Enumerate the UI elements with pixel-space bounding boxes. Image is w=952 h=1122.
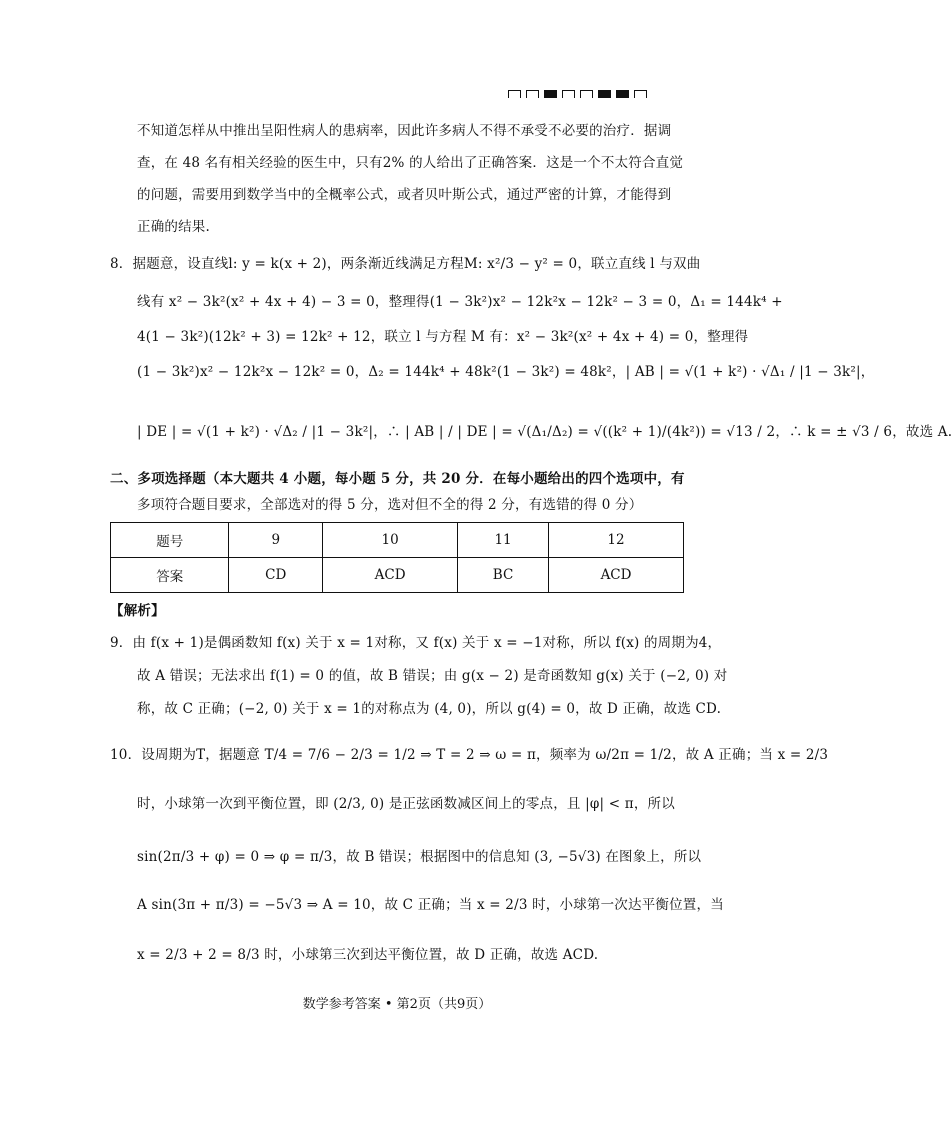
table-cell: 答案 [111,558,229,593]
q10-line-5: x = 2/3 + 2 = 8/3 时，小球第三次到达平衡位置，故 D 正确，故选 ACD. [137,947,599,963]
table-row [111,523,684,558]
analysis-label: 【解析】 [110,603,165,619]
header-mark-open [634,90,647,98]
q10-line-4: A sin(3π + π/3) = −5√3 ⇒ A = 10，故 C 正确；当 x = 2/3 时，小球第一次达平衡位置，当 [137,897,724,913]
header-mark-open [580,90,593,98]
q10-line-3: sin(2π/3 + φ) = 0 ⇒ φ = π/3，故 B 错误；根据图中的信息知 (3, −5√3) 在图象上，所以 [137,849,702,865]
answer-table [110,522,684,593]
table-cell: 10 [323,523,458,558]
section2-heading: 二、多项选择题（本大题共 4 小题，每小题 5 分，共 20 分．在每小题给出的四个选项中，有 [110,471,685,487]
p7-line-4: 正确的结果. [137,219,210,235]
table-cell: 12 [549,523,684,558]
q8-line-4: (1 − 3k²)x² − 12k²x − 12k² = 0，Δ₂ = 144k⁴ + 48k²(1 − 3k²) = 48k²，| AB | = √(1 + k²) · √Δ₁ / |1 − 3k²|， [137,364,875,380]
q9-line-1: 9．由 f(x + 1)是偶函数知 f(x) 关于 x = 1对称，又 f(x) 关于 x = −1对称，所以 f(x) 的周期为4， [110,635,722,651]
q9-line-2: 故 A 错误；无法求出 f(1) = 0 的值，故 B 错误；由 g(x − 2) 是奇函数知 g(x) 关于 (−2, 0) 对 [137,668,728,684]
q8-line-3: 4(1 − 3k²)(12k² + 3) = 12k² + 12，联立 l 与方程 M 有：x² − 3k²(x² + 4x + 4) = 0，整理得 [137,329,749,345]
p7-line-3: 的问题，需要用到数学当中的全概率公式，或者贝叶斯公式，通过严密的计算，才能得到 [137,187,672,203]
q10-line-1: 10．设周期为T，据题意 T/4 = 7/6 − 2/3 = 1/2 ⇒ T = 2 ⇒ ω = π，频率为 ω/2π = 1/2，故 A 正确；当 x = 2/3 [110,747,829,763]
table-cell: ACD [549,558,684,593]
header-mark-open [508,90,521,98]
q8-line-2: 线有 x² − 3k²(x² + 4x + 4) − 3 = 0，整理得(1 − 3k²)x² − 12k²x − 12k² − 3 = 0，Δ₁ = 144k⁴ + [137,294,783,310]
table-cell: CD [229,558,323,593]
table-cell: BC [458,558,549,593]
q10-line-2: 时，小球第一次到平衡位置，即 (2/3, 0) 是正弦函数减区间上的零点，且 |φ| < π，所以 [137,796,675,812]
p7-line-1: 不知道怎样从中推出呈阳性病人的患病率，因此许多病人不得不承受不必要的治疗．据调 [137,123,672,139]
header-mark-filled [544,90,557,98]
table-cell: 11 [458,523,549,558]
section2-heading-cont: 多项符合题目要求，全部选对的得 5 分，选对但不全的得 2 分，有选错的得 0 分） [137,497,643,513]
header-mark-open [526,90,539,98]
q8-line-1: 8．据题意，设直线l: y = k(x + 2)，两条渐近线满足方程M: x²/3 − y² = 0，联立直线 l 与双曲 [110,256,701,272]
header-marks [508,90,647,98]
table-cell: 9 [229,523,323,558]
p7-line-2: 查，在 48 名有相关经验的医生中，只有2% 的人给出了正确答案．这是一个不太符合直觉 [137,155,684,171]
q8-line-5: | DE | = √(1 + k²) · √Δ₂ / |1 − 3k²|，∴ | AB | / | DE | = √(Δ₁/Δ₂) = √((k² + 1)/(4k²)) = √13 / 2，∴ k = ± √3 / 6，故选 A. [137,424,952,440]
q9-line-3: 称，故 C 正确；(−2, 0) 关于 x = 1的对称点为 (4, 0)，所以 g(4) = 0，故 D 正确，故选 CD. [137,701,722,717]
table-cell: 题号 [111,523,229,558]
table-row [111,558,684,593]
page-footer: 数学参考答案 • 第2页（共9页） [302,997,492,1012]
table-cell: ACD [323,558,458,593]
header-mark-open [562,90,575,98]
header-mark-filled [616,90,629,98]
header-mark-filled [598,90,611,98]
